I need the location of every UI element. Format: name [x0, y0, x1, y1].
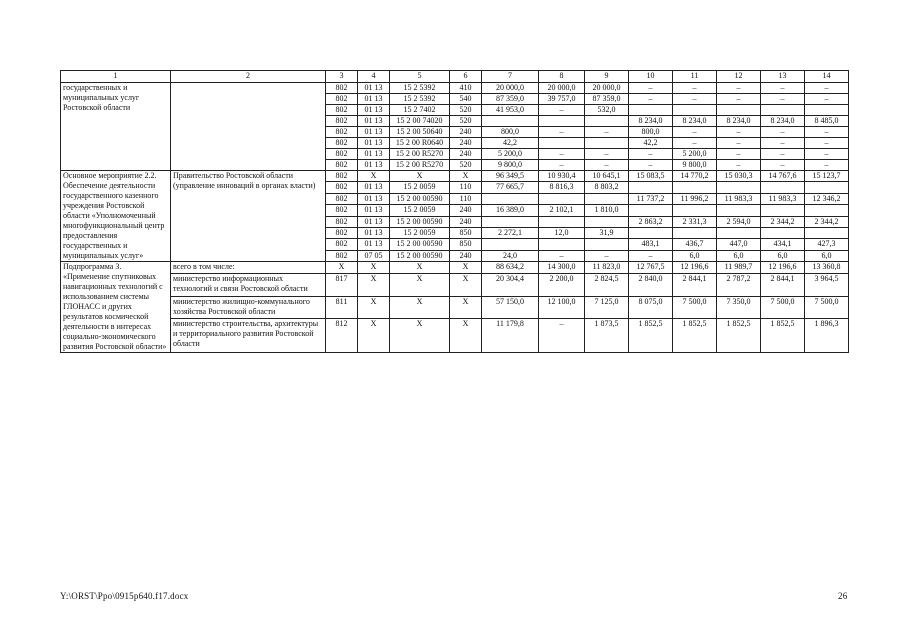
table-row — [61, 319, 849, 353]
table-cell: 8 234,0 — [761, 116, 805, 127]
table-cell: 15 030,3 — [717, 171, 761, 182]
table-cell — [482, 193, 539, 204]
executor-cell: министерство жилищно-коммунального хозяйства Ростовской области — [171, 296, 326, 319]
table-cell: 15 2 00 00590 — [390, 216, 450, 227]
table-cell: 2 844,1 — [761, 273, 805, 296]
table-cell: – — [673, 94, 717, 105]
table-cell: 57 150,0 — [482, 296, 539, 319]
table-cell: 87 359,0 — [482, 94, 539, 105]
table-cell: 12,0 — [539, 227, 585, 238]
table-cell: – — [717, 149, 761, 160]
table-cell — [673, 182, 717, 193]
column-header: 10 — [629, 71, 673, 83]
program-name-cell: Основное мероприятие 2.2. Обеспечение деятельности государственного казенного учреждения Ростовской области «Уполномоченный многофункциональный центр предоставления государственных и муниципальных услуг» — [61, 171, 171, 262]
table-cell: 20 304,4 — [482, 273, 539, 296]
table-cell — [717, 205, 761, 216]
table-cell: 8 816,3 — [539, 182, 585, 193]
table-cell: X — [450, 296, 482, 319]
table-cell: 812 — [326, 319, 358, 353]
table-cell: X — [358, 319, 390, 353]
table-cell: – — [805, 83, 849, 94]
table-cell: 1 852,5 — [717, 319, 761, 353]
table-cell: X — [390, 273, 450, 296]
table-cell: 10 930,4 — [539, 171, 585, 182]
table-cell — [629, 227, 673, 238]
table-cell: – — [717, 160, 761, 171]
table-cell: 01 13 — [358, 94, 390, 105]
table-cell: 447,0 — [717, 239, 761, 250]
table-cell: – — [539, 160, 585, 171]
table-cell — [805, 105, 849, 116]
column-header: 3 — [326, 71, 358, 83]
table-cell: 850 — [450, 227, 482, 238]
table-cell: 110 — [450, 193, 482, 204]
table-cell: 802 — [326, 193, 358, 204]
table-cell: 7 125,0 — [585, 296, 629, 319]
table-cell: 15 2 00 00590 — [390, 193, 450, 204]
table-cell — [585, 239, 629, 250]
table-cell: 240 — [450, 149, 482, 160]
table-cell: 532,0 — [585, 105, 629, 116]
table-cell: 1 852,5 — [629, 319, 673, 353]
table-cell: – — [539, 319, 585, 353]
budget-table-page — [60, 70, 849, 353]
table-cell: – — [761, 149, 805, 160]
table-cell: 11 989,7 — [717, 262, 761, 274]
table-cell: 802 — [326, 239, 358, 250]
table-cell: 2 200,0 — [539, 273, 585, 296]
footer-file-path: Y:\ORST\Ppo\0915p640.f17.docx — [60, 591, 189, 601]
table-cell: 6,0 — [717, 250, 761, 261]
table-cell: 520 — [450, 105, 482, 116]
table-cell: 802 — [326, 116, 358, 127]
table-cell: 2 844,1 — [673, 273, 717, 296]
table-cell: 15 123,7 — [805, 171, 849, 182]
table-cell: – — [585, 250, 629, 261]
table-cell: – — [539, 149, 585, 160]
table-cell: – — [585, 149, 629, 160]
table-row — [61, 262, 849, 274]
table-cell: – — [805, 149, 849, 160]
table-cell: 1 896,3 — [805, 319, 849, 353]
executor-cell: министерство строительства, архитектуры и территориального развития Ростовской области — [171, 319, 326, 353]
table-cell: 11 983,3 — [717, 193, 761, 204]
table-cell: 01 13 — [358, 105, 390, 116]
table-cell: 6,0 — [761, 250, 805, 261]
column-header: 4 — [358, 71, 390, 83]
table-cell: 8 234,0 — [717, 116, 761, 127]
table-cell: 24,0 — [482, 250, 539, 261]
table-cell: 10 645,1 — [585, 171, 629, 182]
table-cell — [673, 227, 717, 238]
table-cell: 520 — [450, 160, 482, 171]
table-cell: 01 13 — [358, 160, 390, 171]
table-cell — [717, 227, 761, 238]
table-cell — [761, 227, 805, 238]
table-cell: 1 873,5 — [585, 319, 629, 353]
table-cell: 15 2 00 74020 — [390, 116, 450, 127]
table-cell: 434,1 — [761, 239, 805, 250]
column-header: 14 — [805, 71, 849, 83]
column-header: 7 — [482, 71, 539, 83]
table-cell: – — [629, 160, 673, 171]
table-cell: 15 2 5392 — [390, 83, 450, 94]
table-cell: X — [390, 262, 450, 274]
table-cell — [482, 239, 539, 250]
table-cell: 240 — [450, 127, 482, 138]
table-cell: 01 13 — [358, 205, 390, 216]
table-cell: 07 05 — [358, 250, 390, 261]
program-name-cell: Подпрограмма 3. «Применение спутниковых навигационных технологий с использованием системы ГЛОНАСС и других результатов космической деятельности в интересах социально-экономического развития Ростовской области» — [61, 262, 171, 353]
table-cell: 802 — [326, 138, 358, 149]
table-cell: 15 2 00 00590 — [390, 239, 450, 250]
table-cell: 2 344,2 — [761, 216, 805, 227]
table-cell: 2 787,2 — [717, 273, 761, 296]
table-cell: – — [585, 160, 629, 171]
table-cell: 6,0 — [673, 250, 717, 261]
table-cell: – — [629, 149, 673, 160]
table-cell: 802 — [326, 216, 358, 227]
table-cell: – — [805, 127, 849, 138]
table-cell — [805, 205, 849, 216]
table-cell — [717, 182, 761, 193]
table-cell: 11 179,8 — [482, 319, 539, 353]
table-cell: 6,0 — [805, 250, 849, 261]
table-cell: 11 737,2 — [629, 193, 673, 204]
table-cell: 3 964,5 — [805, 273, 849, 296]
table-cell: 15 2 00 50640 — [390, 127, 450, 138]
table-cell — [539, 138, 585, 149]
table-cell: 39 757,0 — [539, 94, 585, 105]
table-cell: X — [358, 262, 390, 274]
table-cell: – — [717, 127, 761, 138]
table-cell: 01 13 — [358, 83, 390, 94]
table-cell: 77 665,7 — [482, 182, 539, 193]
table-cell: 802 — [326, 105, 358, 116]
table-cell: 2 863,2 — [629, 216, 673, 227]
table-cell: 15 2 0059 — [390, 182, 450, 193]
table-cell: 2 840,0 — [629, 273, 673, 296]
table-cell: 240 — [450, 250, 482, 261]
table-cell — [673, 205, 717, 216]
table-cell: 9 800,0 — [673, 160, 717, 171]
table-cell: 15 2 00 R5270 — [390, 149, 450, 160]
table-cell: 817 — [326, 273, 358, 296]
table-row — [61, 296, 849, 319]
table-cell: X — [390, 319, 450, 353]
executor-cell: Правительство Ростовской области (управление инноваций в органах власти) — [171, 171, 326, 262]
column-header: 5 — [390, 71, 450, 83]
program-name-cell: государственных и муниципальных услуг Ростовской области — [61, 83, 171, 171]
table-cell: 11 983,3 — [761, 193, 805, 204]
page-number: 26 — [838, 591, 848, 601]
table-cell: 800,0 — [629, 127, 673, 138]
table-cell: 540 — [450, 94, 482, 105]
table-cell: 15 2 7402 — [390, 105, 450, 116]
table-cell — [761, 105, 805, 116]
table-cell: 12 196,6 — [673, 262, 717, 274]
table-cell: X — [390, 296, 450, 319]
table-cell — [805, 182, 849, 193]
table-cell — [629, 105, 673, 116]
executor-cell: всего в том числе: — [171, 262, 326, 274]
table-cell: 802 — [326, 160, 358, 171]
table-cell: – — [805, 138, 849, 149]
table-cell — [585, 116, 629, 127]
column-header: 2 — [171, 71, 326, 83]
table-cell: 110 — [450, 182, 482, 193]
table-cell: 8 485,0 — [805, 116, 849, 127]
table-cell: 240 — [450, 216, 482, 227]
table-cell: – — [761, 94, 805, 105]
table-cell: 8 234,0 — [673, 116, 717, 127]
table-cell: 7 500,0 — [761, 296, 805, 319]
table-cell: 802 — [326, 171, 358, 182]
table-cell: 802 — [326, 250, 358, 261]
table-cell: 15 083,5 — [629, 171, 673, 182]
table-cell: – — [673, 83, 717, 94]
table-cell — [539, 239, 585, 250]
table-cell: 01 13 — [358, 138, 390, 149]
table-cell: 12 767,5 — [629, 262, 673, 274]
table-row — [61, 83, 849, 94]
table-cell — [585, 138, 629, 149]
table-cell: X — [358, 171, 390, 182]
table-cell: – — [539, 250, 585, 261]
table-cell: – — [761, 160, 805, 171]
table-cell: 01 13 — [358, 116, 390, 127]
table-cell: – — [673, 127, 717, 138]
table-cell — [539, 193, 585, 204]
table-cell: 13 360,8 — [805, 262, 849, 274]
table-cell: 802 — [326, 127, 358, 138]
table-cell: – — [629, 250, 673, 261]
table-cell: 41 953,0 — [482, 105, 539, 116]
table-cell: 15 2 00 00590 — [390, 250, 450, 261]
table-row — [61, 273, 849, 296]
table-cell: 88 634,2 — [482, 262, 539, 274]
table-cell: – — [761, 138, 805, 149]
table-cell — [673, 105, 717, 116]
table-cell: 14 767,6 — [761, 171, 805, 182]
table-cell: 8 803,2 — [585, 182, 629, 193]
table-cell: – — [629, 94, 673, 105]
table-row — [61, 171, 849, 182]
table-cell: X — [390, 171, 450, 182]
table-cell: 11 823,0 — [585, 262, 629, 274]
table-cell: 8 075,0 — [629, 296, 673, 319]
table-cell: 14 770,2 — [673, 171, 717, 182]
table-cell: 12 346,2 — [805, 193, 849, 204]
table-cell: X — [450, 171, 482, 182]
table-cell — [585, 216, 629, 227]
table-cell — [761, 205, 805, 216]
table-cell: 427,3 — [805, 239, 849, 250]
table-cell: 1 852,5 — [673, 319, 717, 353]
table-cell: 96 349,5 — [482, 171, 539, 182]
table-cell: 410 — [450, 83, 482, 94]
table-cell — [805, 227, 849, 238]
table-cell: 15 2 00 R0640 — [390, 138, 450, 149]
table-cell: – — [717, 138, 761, 149]
table-cell: – — [805, 160, 849, 171]
table-cell: – — [761, 127, 805, 138]
column-header: 9 — [585, 71, 629, 83]
table-cell: 483,1 — [629, 239, 673, 250]
table-cell: 1 852,5 — [761, 319, 805, 353]
table-cell: – — [585, 127, 629, 138]
table-cell — [482, 216, 539, 227]
table-cell: 15 2 0059 — [390, 227, 450, 238]
table-cell: – — [761, 83, 805, 94]
table-cell: 1 810,0 — [585, 205, 629, 216]
table-cell: 15 2 0059 — [390, 205, 450, 216]
table-cell: 7 500,0 — [673, 296, 717, 319]
column-header: 13 — [761, 71, 805, 83]
table-cell: 802 — [326, 94, 358, 105]
table-cell: 31,9 — [585, 227, 629, 238]
header-row — [61, 71, 849, 83]
table-cell: 802 — [326, 149, 358, 160]
column-header: 12 — [717, 71, 761, 83]
table-cell: 802 — [326, 205, 358, 216]
table-cell: 01 13 — [358, 227, 390, 238]
table-cell: 20 000,0 — [539, 83, 585, 94]
table-cell: 2 102,1 — [539, 205, 585, 216]
table-cell: 01 13 — [358, 216, 390, 227]
table-cell: 15 2 5392 — [390, 94, 450, 105]
table-cell: 01 13 — [358, 149, 390, 160]
table-cell: – — [673, 138, 717, 149]
executor-cell — [171, 83, 326, 171]
table-cell: X — [450, 319, 482, 353]
table-cell: 14 300,0 — [539, 262, 585, 274]
table-cell: 01 13 — [358, 239, 390, 250]
table-cell: 8 234,0 — [629, 116, 673, 127]
table-cell: 5 200,0 — [673, 149, 717, 160]
table-cell: X — [358, 296, 390, 319]
table-cell: 9 800,0 — [482, 160, 539, 171]
table-cell — [539, 216, 585, 227]
table-cell: X — [326, 262, 358, 274]
table-cell: 2 344,2 — [805, 216, 849, 227]
table-cell: 01 13 — [358, 182, 390, 193]
table-cell: 01 13 — [358, 193, 390, 204]
table-cell: X — [450, 262, 482, 274]
table-cell: – — [717, 94, 761, 105]
table-cell: 802 — [326, 83, 358, 94]
table-cell: 16 389,0 — [482, 205, 539, 216]
table-cell: – — [717, 83, 761, 94]
table-cell: 12 100,0 — [539, 296, 585, 319]
table-cell: 01 13 — [358, 127, 390, 138]
table-cell — [539, 116, 585, 127]
table-cell — [629, 205, 673, 216]
table-cell — [761, 182, 805, 193]
column-header: 1 — [61, 71, 171, 83]
table-cell: 20 000,0 — [585, 83, 629, 94]
table-cell: 15 2 00 R5270 — [390, 160, 450, 171]
table-cell: 436,7 — [673, 239, 717, 250]
table-cell: 520 — [450, 116, 482, 127]
table-cell: 240 — [450, 138, 482, 149]
table-cell: 2 272,1 — [482, 227, 539, 238]
table-cell: 5 200,0 — [482, 149, 539, 160]
table-cell: 2 594,0 — [717, 216, 761, 227]
table-cell: 7 350,0 — [717, 296, 761, 319]
executor-cell: министерство информационных технологий и связи Ростовской области — [171, 273, 326, 296]
table-cell: 87 359,0 — [585, 94, 629, 105]
table-cell: – — [539, 105, 585, 116]
table-cell: – — [629, 83, 673, 94]
budget-table — [60, 70, 849, 353]
table-cell: 802 — [326, 182, 358, 193]
table-cell: 800,0 — [482, 127, 539, 138]
table-cell: 811 — [326, 296, 358, 319]
table-cell: 11 996,2 — [673, 193, 717, 204]
table-cell: 20 000,0 — [482, 83, 539, 94]
table-cell: 7 500,0 — [805, 296, 849, 319]
column-header: 11 — [673, 71, 717, 83]
table-cell: X — [450, 273, 482, 296]
table-cell: 2 331,3 — [673, 216, 717, 227]
table-cell: 2 824,5 — [585, 273, 629, 296]
table-cell: 42,2 — [629, 138, 673, 149]
table-cell: X — [358, 273, 390, 296]
table-cell: – — [539, 127, 585, 138]
table-cell — [629, 182, 673, 193]
table-cell — [717, 105, 761, 116]
table-cell: 12 196,6 — [761, 262, 805, 274]
column-header: 8 — [539, 71, 585, 83]
table-cell — [585, 193, 629, 204]
table-cell: – — [805, 94, 849, 105]
table-cell: 240 — [450, 205, 482, 216]
table-cell: 42,2 — [482, 138, 539, 149]
table-cell: 850 — [450, 239, 482, 250]
table-cell — [482, 116, 539, 127]
column-header: 6 — [450, 71, 482, 83]
table-cell: 802 — [326, 227, 358, 238]
